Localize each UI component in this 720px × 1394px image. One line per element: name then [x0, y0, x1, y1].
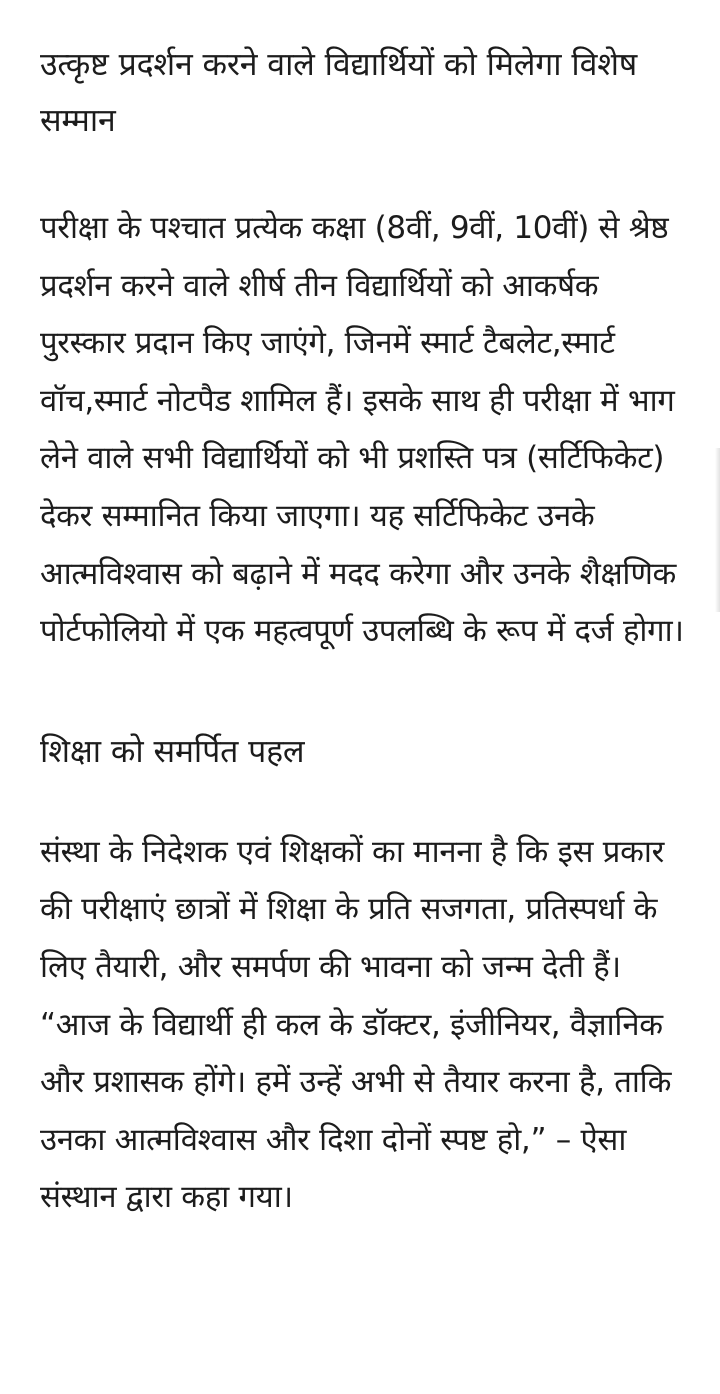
paragraph-director-statement: संस्था के निदेशक एवं शिक्षकों का मानना है कि इस प्रकार की परीक्षाएं छात्रों में शिक्षा के प्रति सजगता, प्रतिस्पर्धा के लिए तैयारी, और समर्पण की भावना को जन्म देती हैं। “आज के विद्यार्थी ही कल के डॉक्टर, इंजीनियर, वैज्ञानिक और प्रशासक होंगे। हमें उन्हें अभी से तैयार करना है, ताकि उनका आत्मविश्वास और दिशा दोनों स्पष्ट हो,” – ऐसा संस्थान द्वारा कहा गया।: [40, 833, 672, 1216]
paragraph-awards: परीक्षा के पश्चात प्रत्येक कक्षा (8वीं, 9वीं, 10वीं) से श्रेष्ठ प्रदर्शन करने वाले शीर्ष तीन विद्यार्थियों को आकर्षक पुरस्कार प्रदान किए जाएंगे, जिनमें स्मार्ट टैबलेट,स्मार्ट वॉच,स्मार्ट नोटपैड शामिल हैं। इसके साथ ही परीक्षा में भाग लेने वाले सभी विद्यार्थियों को भी प्रशस्ति पत्र (सर्टिफिकेट) देकर सम्मानित किया जाएगा। यह सर्टिफिकेट उनके आत्मविश्वास को बढ़ाने में मदद करेगा और उनके शैक्षणिक पोर्टफोलियो में एक महत्वपूर्ण उपलब्धि के रूप में दर्ज होगा।: [40, 210, 684, 650]
section-heading-education-initiative: शिक्षा को समर्पित पहल: [40, 731, 305, 770]
article-body: [40, 0, 688, 1227]
scroll-edge-shadow: [715, 448, 720, 612]
section-heading-special-honour: उत्कृष्ट प्रदर्शन करने वाले विद्यार्थियों को मिलेगा विशेष सम्मान: [40, 45, 638, 139]
